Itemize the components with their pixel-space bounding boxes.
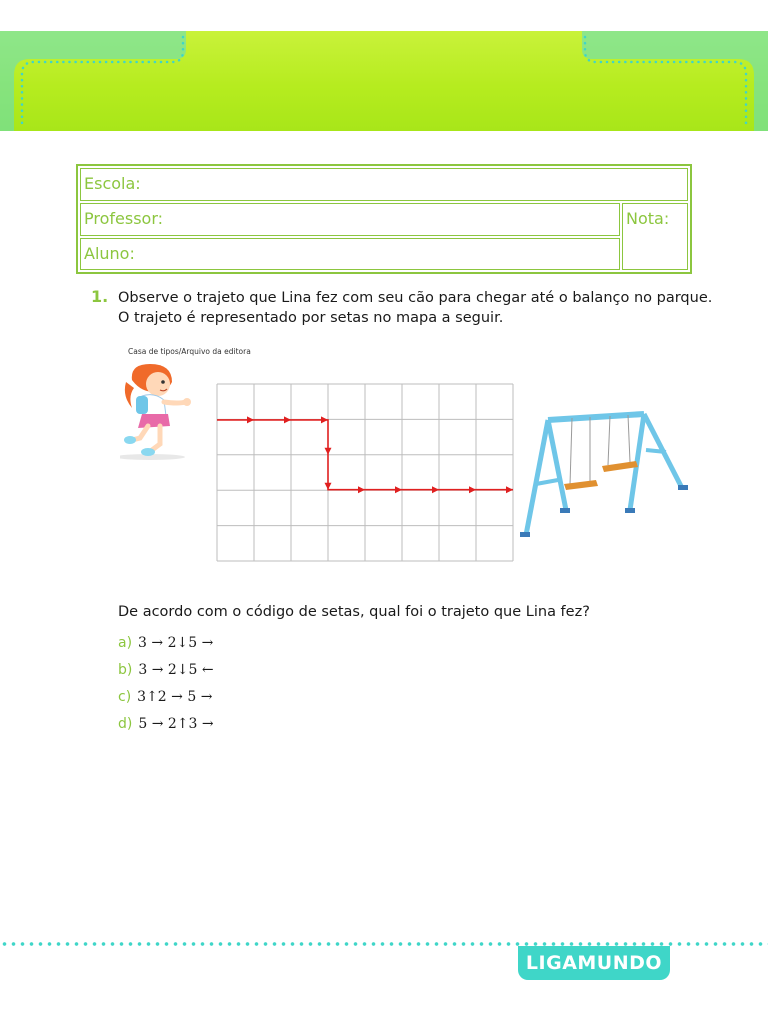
nota-field[interactable]	[622, 203, 688, 270]
question-number: 1.	[91, 287, 109, 306]
question-line-1: Observe o trajeto que Lina fez com seu cão para chegar até o balanço no parque.	[118, 290, 713, 306]
professor-field[interactable]	[80, 203, 620, 236]
route-arrowhead-right	[395, 486, 402, 493]
aluno-label: Aluno:	[84, 244, 135, 263]
image-credit: Casa de tipos/Arquivo da editora	[128, 347, 251, 356]
route-arrowhead-right	[432, 486, 439, 493]
student-info-table	[76, 164, 692, 274]
option-a[interactable]	[118, 629, 214, 656]
question-line-2: O trajeto é representado por setas no mapa a seguir.	[118, 310, 504, 326]
option-d-text: 5 → 2↑3 →	[138, 715, 214, 732]
option-a-letter: a)	[118, 634, 133, 651]
ligamundo-logo	[518, 946, 670, 980]
girl-illustration	[120, 364, 191, 460]
nota-label: Nota:	[626, 209, 670, 228]
escola-label: Escola:	[84, 174, 141, 193]
route-arrowhead-right	[284, 416, 291, 423]
route-arrowhead-right	[247, 416, 254, 423]
escola-field[interactable]	[80, 168, 688, 201]
aluno-field[interactable]	[80, 238, 620, 270]
route-arrowhead-down	[325, 448, 332, 455]
option-c-letter: c)	[118, 688, 132, 705]
header-decoration	[0, 31, 768, 131]
option-c-text: 3↑2 → 5 →	[137, 688, 213, 705]
swing-set-illustration	[520, 414, 688, 537]
professor-label: Professor:	[84, 209, 164, 228]
route-arrowhead-right	[469, 486, 476, 493]
route-arrowhead-right	[506, 486, 513, 493]
route-arrowhead-right	[321, 416, 328, 423]
option-b[interactable]	[118, 656, 214, 683]
logo-text: LIGAMUNDO	[525, 952, 663, 974]
option-a-text: 3 → 2↓5 →	[138, 634, 214, 651]
route-grid	[217, 384, 513, 561]
sub-question-text: De acordo com o código de setas, qual foi o trajeto que Lina fez?	[118, 604, 590, 620]
route-map-figure	[120, 360, 690, 565]
option-b-letter: b)	[118, 661, 133, 678]
answer-options	[118, 629, 214, 737]
route-arrowhead-right	[358, 486, 365, 493]
route-arrowhead-down	[325, 483, 332, 490]
option-d-letter: d)	[118, 715, 133, 732]
question-text	[118, 288, 718, 328]
option-d[interactable]	[118, 710, 214, 737]
option-c[interactable]	[118, 683, 214, 710]
option-b-text: 3 → 2↓5 ←	[138, 661, 214, 678]
